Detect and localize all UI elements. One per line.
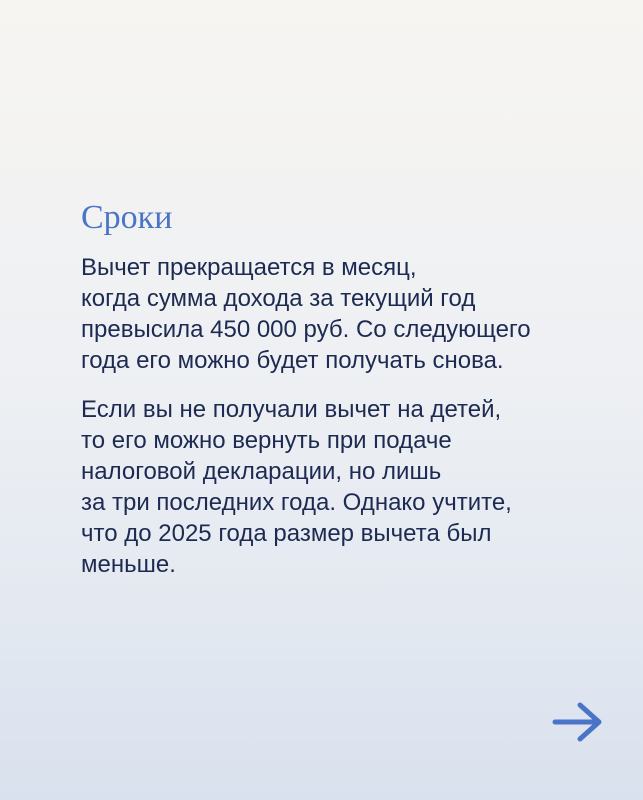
paragraph-line: за три последних года. Однако учтите,	[81, 489, 512, 516]
paragraph-deadline	[81, 252, 601, 376]
paragraph-line: года его можно будет получать снова.	[81, 347, 504, 374]
paragraph-line: что до 2025 года размер вычета был	[81, 520, 492, 547]
next-page-button[interactable]	[552, 700, 604, 744]
paragraph-refund	[81, 394, 601, 580]
paragraph-line: когда сумма дохода за текущий год	[81, 285, 476, 312]
arrow-right-icon	[552, 700, 604, 744]
paragraph-line: Вычет прекращается в месяц,	[81, 254, 417, 281]
paragraph-line: то его можно вернуть при подаче	[81, 427, 452, 454]
paragraph-line: превысила 450 000 руб. Со следующего	[81, 316, 531, 343]
paragraph-line: меньше.	[81, 551, 176, 578]
paragraph-line: налоговой декларации, но лишь	[81, 458, 442, 485]
content-card	[81, 198, 601, 580]
section-title: Сроки	[81, 199, 173, 236]
paragraph-line: Если вы не получали вычет на детей,	[81, 396, 502, 423]
